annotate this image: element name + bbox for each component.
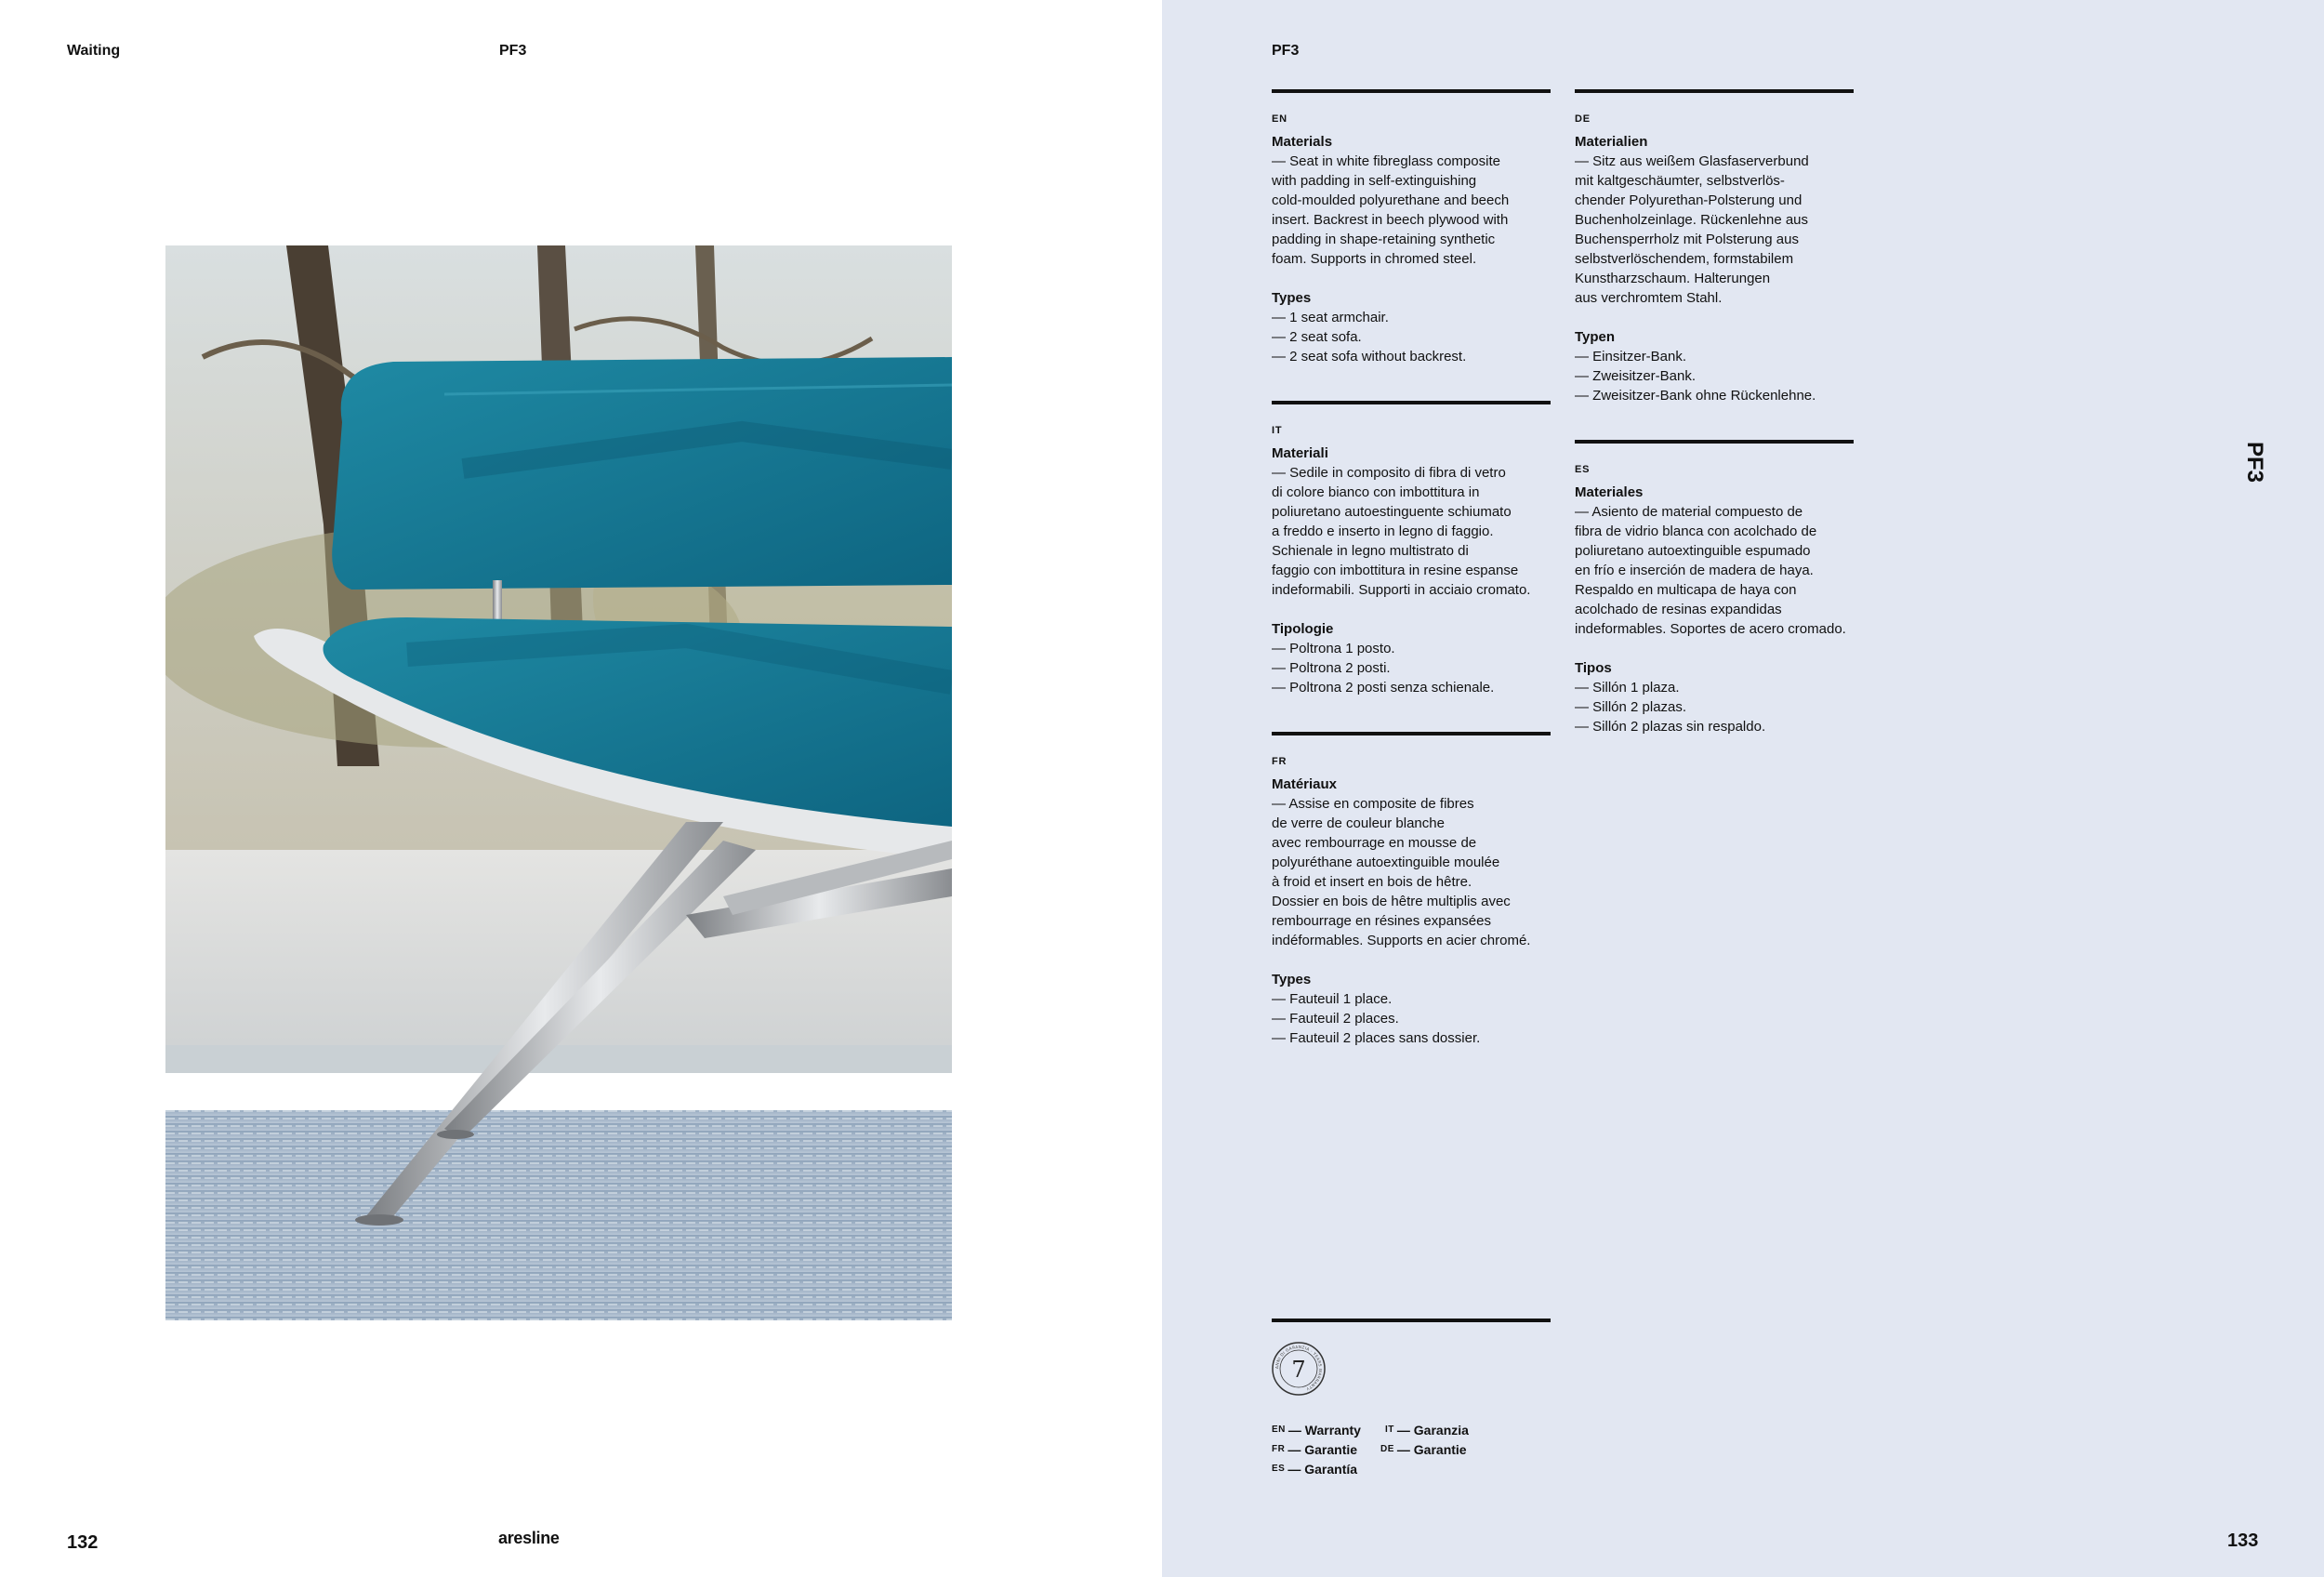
- lang-code: FR: [1272, 756, 1287, 767]
- divider: [1272, 89, 1551, 93]
- divider: [1575, 440, 1854, 444]
- materials-text: — Assise en composite de fibres de verre de couleur blanche avec rembourrage en mousse de polyuréthane autoextinguible moulée à froid et insert en bois de hêtre. Dossier en bois de hêtre multiplis avec rembourrage en résines expansées indéformables. Supports en acier chromé.: [1272, 796, 1531, 948]
- lang-code: ES: [1575, 464, 1591, 475]
- materials-text: — Sitz aus weißem Glasfaserverbund mit kaltgeschäumter, selbstverlös- chender Polyurethan-Polsterung und Buchenholzeinlage. Rückenlehne aus Buchensperrholz mit Polsterung aus selbstverlöschendem, formstabilem Kunstharzschaum. Halterungen aus verchromtem Stahl.: [1575, 153, 1809, 306]
- brand-logo: aresline: [498, 1529, 560, 1547]
- warranty-label-de: $^{DE}$ — Garantie: [1380, 1442, 1467, 1457]
- list-item: — 2 seat sofa.: [1272, 329, 1362, 345]
- list-item: — Zweisitzer-Bank ohne Rückenlehne.: [1575, 388, 1816, 404]
- list-item: — Zweisitzer-Bank.: [1575, 368, 1697, 384]
- section-label: Waiting: [67, 43, 121, 59]
- materials-heading: Materiali: [1272, 445, 1328, 461]
- product-label: PF3: [499, 43, 527, 59]
- materials-text: — Sedile in composito di fibra di vetro di colore bianco con imbottitura in poliuretano autoestinguente schiumato a freddo e inserto in legno di faggio. Schienale in legno multistrato di faggio con imbottitura in resine espanse indeformabili. Supporti in acciaio cromato.: [1272, 465, 1531, 598]
- warranty-label-en: $^{EN}$ — Warranty: [1272, 1423, 1361, 1438]
- es-block: [1575, 440, 1854, 736]
- warranty-label-it: $^{IT}$ — Garanzia: [1385, 1423, 1469, 1438]
- list-item: — 1 seat armchair.: [1272, 310, 1389, 325]
- materials-heading: Matériaux: [1272, 776, 1338, 792]
- types-heading: Tipos: [1575, 660, 1612, 676]
- materials-heading: Materialien: [1575, 134, 1648, 150]
- types-heading: Tipologie: [1272, 621, 1334, 637]
- divider: [1272, 1319, 1551, 1322]
- list-item: — Sillón 2 plazas.: [1575, 699, 1687, 715]
- types-heading: Types: [1272, 972, 1312, 987]
- product-label-right: PF3: [1272, 43, 1300, 59]
- list-item: — Fauteuil 2 places sans dossier.: [1272, 1030, 1481, 1046]
- divider: [1272, 732, 1551, 735]
- materials-text: — Seat in white fibreglass composite with padding in self-extinguishing cold-moulded polyurethane and beech insert. Backrest in beech plywood with padding in shape-retaining synthetic foam. Supports in chromed steel.: [1272, 153, 1510, 267]
- divider: [1272, 401, 1551, 404]
- lang-code: IT: [1272, 425, 1283, 436]
- list-item: — Poltrona 2 posti.: [1272, 660, 1391, 676]
- warranty-seal-icon: [1271, 1341, 1327, 1397]
- warranty-label-fr: $^{FR}$ — Garantie: [1272, 1442, 1358, 1457]
- en-block: [1272, 89, 1551, 366]
- fr-block: [1272, 732, 1551, 1048]
- vertical-product-label: PF3: [2242, 442, 2267, 484]
- materials-heading: Materials: [1272, 134, 1333, 150]
- list-item: — Sillón 1 plaza.: [1575, 680, 1680, 696]
- product-photo: [165, 245, 952, 1320]
- materials-text: — Asiento de material compuesto de fibra de vidrio blanca con acolchado de poliuretano autoextinguible espumado en frío e inserción de madera de haya. Respaldo en multicapa de haya con acolchado de resinas expandidas indeformables. Soportes de acero cromado.: [1575, 504, 1846, 637]
- list-item: — Einsitzer-Bank.: [1575, 349, 1687, 364]
- types-heading: Types: [1272, 290, 1312, 306]
- warranty-divider-wrap: [1272, 1319, 1551, 1343]
- types-heading: Typen: [1575, 329, 1616, 345]
- warranty-years: 7: [1291, 1357, 1306, 1383]
- list-item: — Fauteuil 2 places.: [1272, 1011, 1399, 1027]
- page-number-left: 132: [67, 1532, 99, 1553]
- pf3-sofa-photo: [165, 245, 952, 1320]
- list-item: — Fauteuil 1 place.: [1272, 991, 1393, 1007]
- lang-code: EN: [1272, 113, 1287, 125]
- lang-code: DE: [1575, 113, 1591, 125]
- list-item: — Poltrona 2 posti senza schienale.: [1272, 680, 1495, 696]
- it-block: [1272, 401, 1551, 697]
- warranty-label-es: $^{ES}$ — Garantía: [1272, 1462, 1358, 1477]
- divider: [1575, 89, 1854, 93]
- materials-heading: Materiales: [1575, 484, 1644, 500]
- list-item: — Sillón 2 plazas sin respaldo.: [1575, 719, 1766, 735]
- page-number-right: 133: [2227, 1531, 2259, 1551]
- list-item: — Poltrona 1 posto.: [1272, 641, 1395, 656]
- de-block: [1575, 89, 1854, 405]
- list-item: — 2 seat sofa without backrest.: [1272, 349, 1467, 364]
- warranty-ring-text: ANNI DI GARANZIA · YEARS WARRANTY: [1274, 1344, 1324, 1392]
